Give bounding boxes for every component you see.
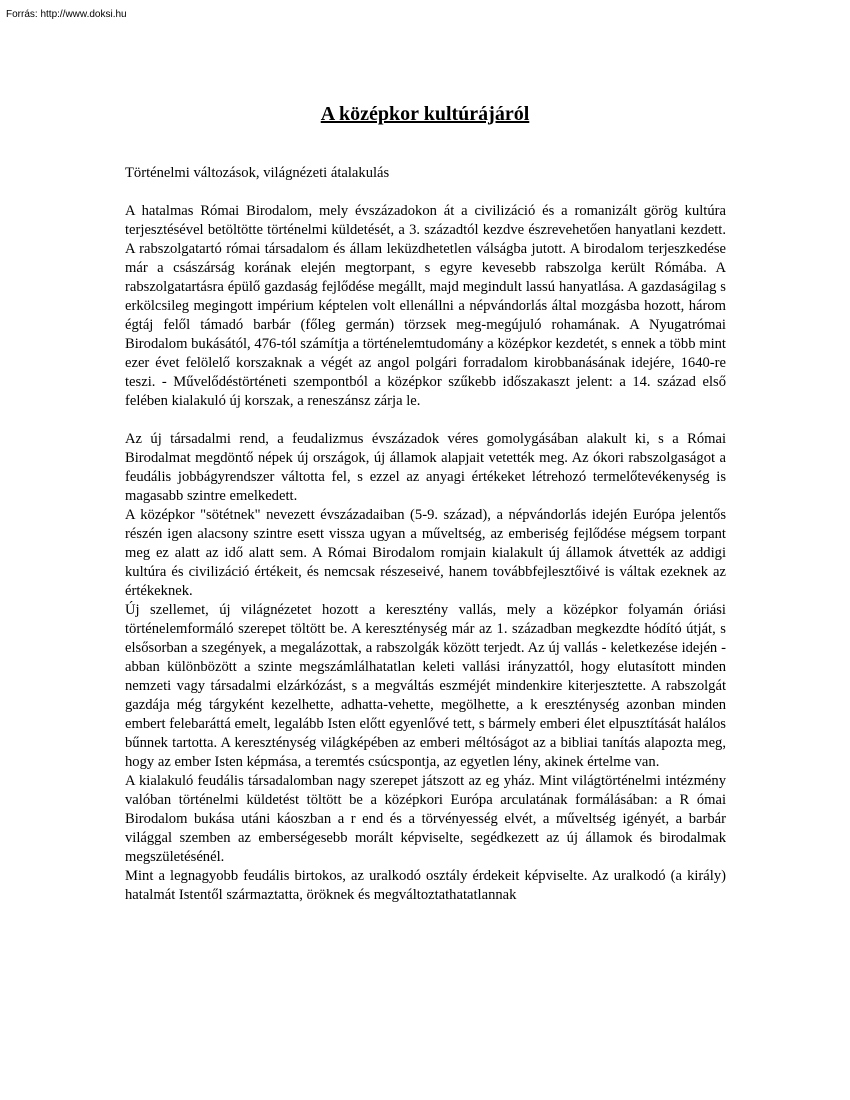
paragraph-christianity: Új szellemet, új világnézetet hozott a keresztény vallás, mely a középkor folyamán óriási történelemformáló szerepet töltött be. A kereszténység már az 1. században megkezdte hódító útját, s elsősorban a szegények, a megalázottak, a rabszolgák között terjedt. Az új vallás - keletkezése idején - abban különbözött a szinte megszámlálhatatlan keleti vallási irányzattól, hogy elutasított minden nemzeti vagy társadalmi elzárkózást, s a megváltás eszméjét mindenkire kiterjesztette. A rabszolgát gazdája még tárgyként kezelhette, adhatta-vehette, megölhette, a k ereszténység azonban minden embert felebaráttá emelt, legalább Isten előtt egyenlővé tett, s bármely emberi élet elpusztítását halálos bűnnek tartotta. A kereszténység világképében az emberi méltóságot az a bibliai tanítás alapozta meg, hogy az ember Isten képmása, a teremtés csúcspontja, az egyetlen lény, akinek értelme van. bbox=[125, 602, 726, 770]
source-note: Forrás: http://www.doksi.hu bbox=[6, 9, 127, 20]
paragraph-dark-ages: A középkor "sötétnek" nevezett évszázadaiban (5-9. század), a népvándorlás idején Európa jelentős részén igen alacsony szintre esett vissza ugyan a műveltség, az emberiség fejlődése mégsem torpant meg ez alatt az idő alatt sem. A Római Birodalom romjain kialakult új államok átvették az addigi kultúra és civilizáció értékeit, és nemcsak részeseivé, hanem továbbfejlesztőivé is váltak ezeknek az értékeknek. bbox=[125, 507, 726, 599]
document-body bbox=[125, 164, 726, 905]
section-subtitle: Történelmi változások, világnézeti átalakulás bbox=[125, 165, 390, 181]
paragraph-feudalism: Az új társadalmi rend, a feudalizmus évszázadok véres gomolygásában alakult ki, s a Római Birodalmat megdöntő népek új országok, új államok alapjait vetették meg. Az ókori rabszolgaságot a feudális jobbágyrendszer váltotta fel, s ezzel az anyagi értékeket létrehozó termelőtevékenység is magasabb szintre emelkedett. bbox=[125, 431, 726, 504]
page-title: A középkor kultúrájáról bbox=[320, 103, 530, 125]
paragraph-landowner: Mint a legnagyobb feudális birtokos, az uralkodó osztály érdekeit képviselte. Az uralkodó (a király) hatalmát Istentől származtatta, öröknek és megváltoztathatatlannak bbox=[125, 868, 726, 903]
paragraph-church: A kialakuló feudális társadalomban nagy szerepet játszott az eg yház. Mint világtörténelmi intézmény valóban történelmi küldetést töltött be a középkori Európa arculatának formálásában: a R ómai Birodalom bukása utáni káoszban a r end és a törvényesség elvét, a műveltség igényét, a barbár világgal szemben az emberségesebb morált képviselte, segédkezett az új államok és birodalmak megszületésénél. bbox=[125, 773, 726, 865]
paragraph-roman-empire: A hatalmas Római Birodalom, mely évszázadokon át a civilizáció és a romanizált görög kultúra terjesztésével betöltötte történelmi küldetését, a 3. századtól kezdve észrevehetően hanyatlani kezdett. A rabszolgatartó római társadalom és állam leküzdhetetlen válságba jutott. A birodalom terjeszkedése már a császárság korának elején megtorpant, s egyre kevesebb rabszolga került Rómába. A rabszolgatartásra épülő gazdaság fejlődése megállt, majd megindult lassú hanyatlása. A gazdaságilag s erkölcsileg megingott impérium képtelen volt ellenállni a népvándorlás által mozgásba hozott, három égtáj felől támadó barbár (főleg germán) törzsek meg-megújuló rohamának. A Nyugatrómai Birodalom bukásától, 476-tól számítja a történelemtudomány a középkor kezdetét, s ennek a több mint ezer évet felölelő korszaknak a végét az angol polgári forradalom kirobbanásának idejére, 1640-re teszi. - Művelődéstörténeti szempontból a középkor szűkebb időszakaszt jelent: a 14. század első felében kialakuló új korszak, a reneszánsz zárja le. bbox=[125, 203, 726, 409]
